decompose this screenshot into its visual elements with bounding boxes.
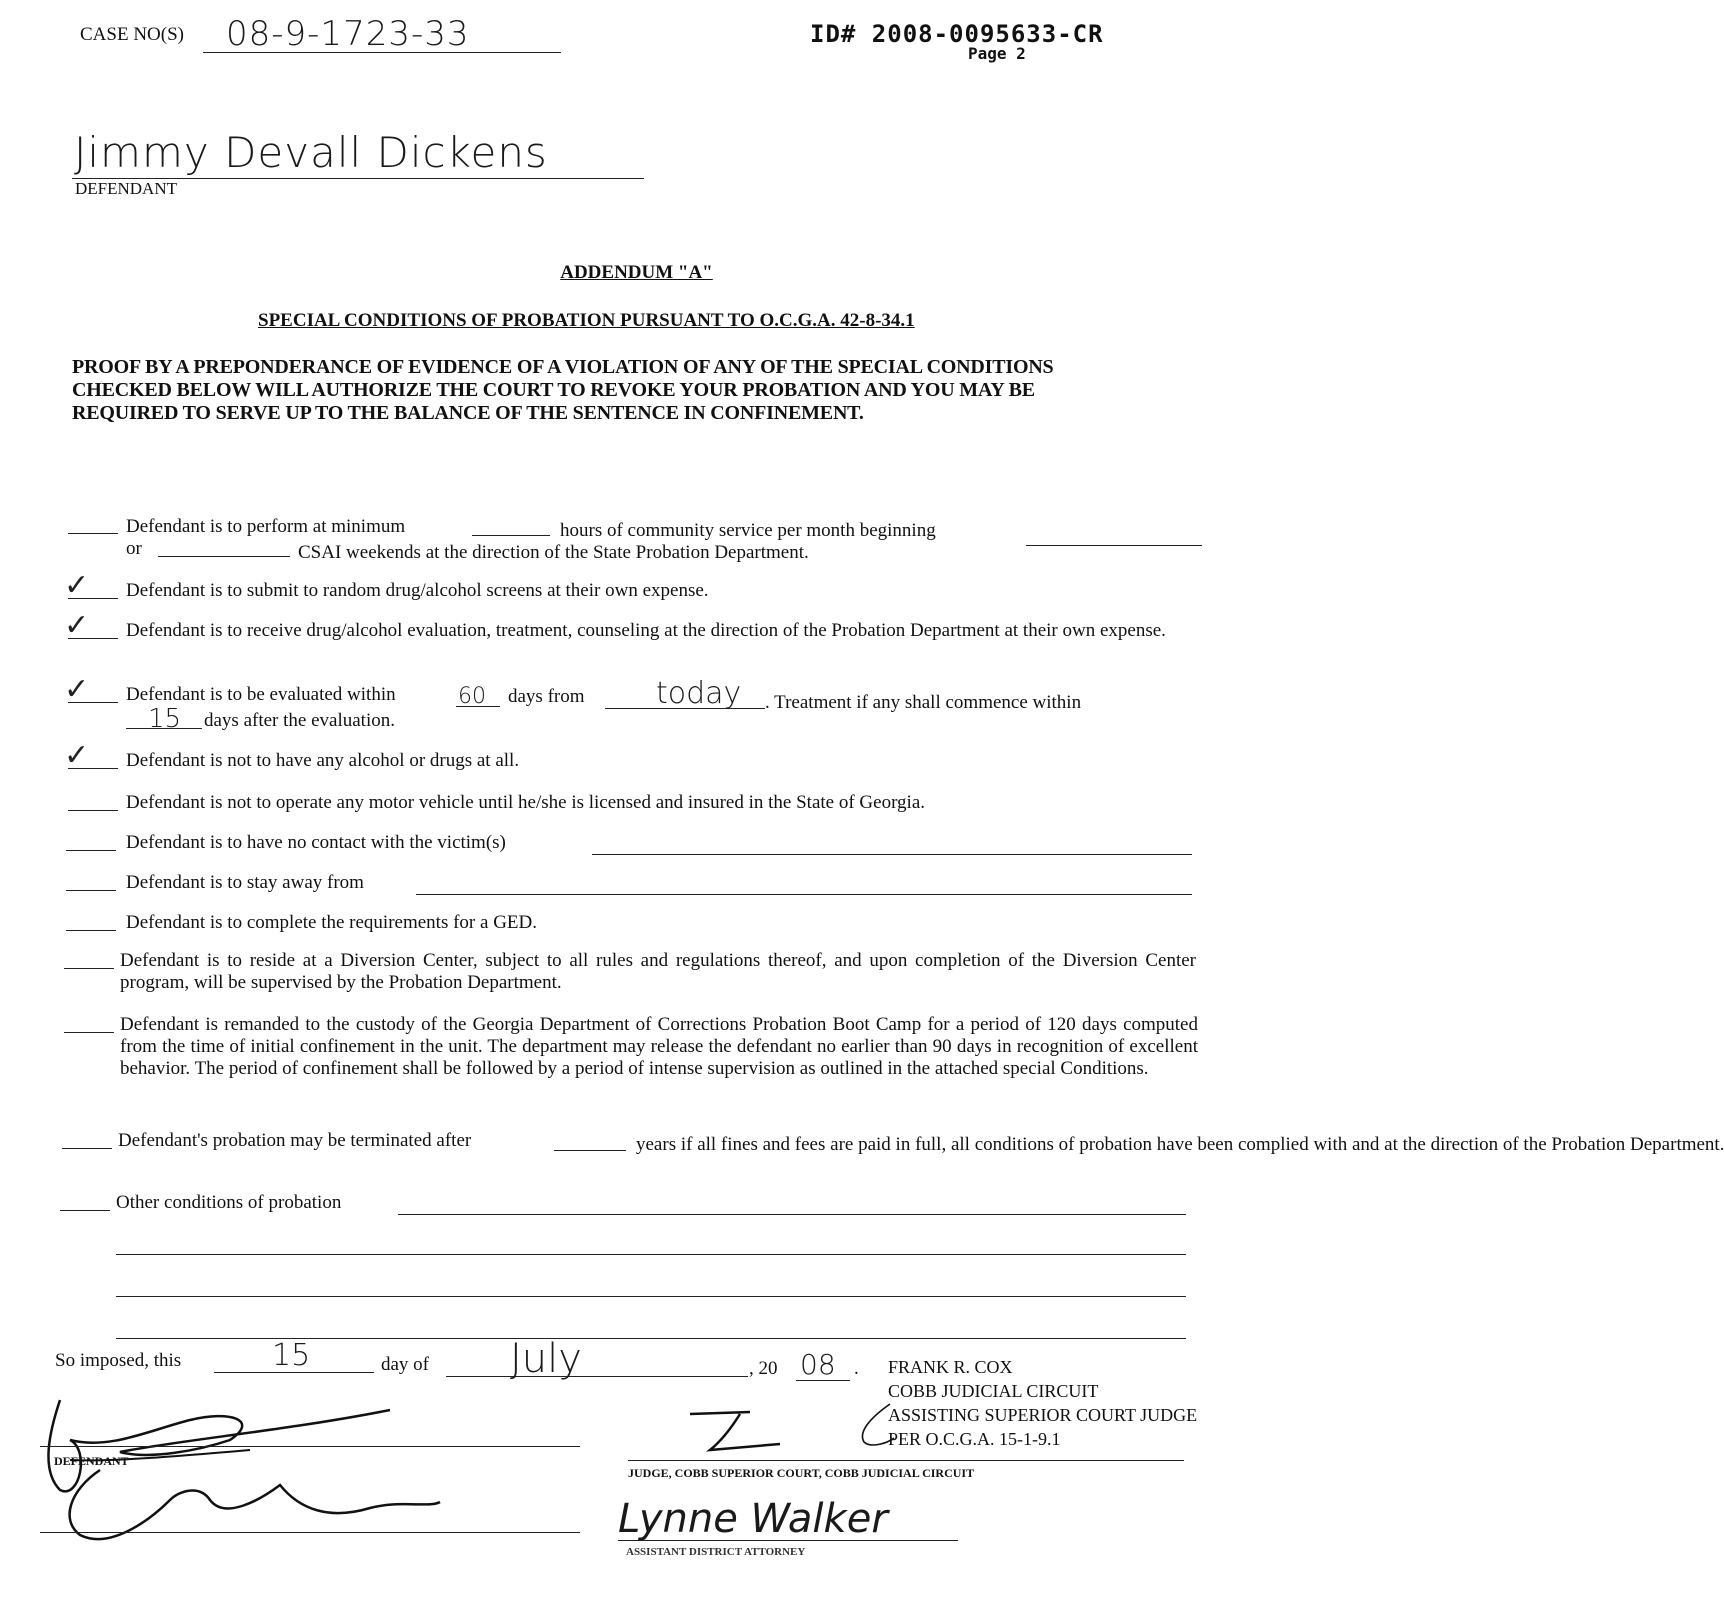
checkmark-icon: ✓ <box>64 738 90 773</box>
hours-blank[interactable] <box>472 535 550 536</box>
case-number-value: 08-9-1723-33 <box>226 14 470 54</box>
defendant-sig-label: DEFENDANT <box>54 1454 129 1468</box>
condition-text: hours of community service per month beginning <box>560 520 936 541</box>
judge-circuit: COBB JUDICIAL CIRCUIT <box>888 1381 1099 1401</box>
special-conditions-title: SPECIAL CONDITIONS OF PROBATION PURSUANT TO O.C.G.A. 42-8-34.1 <box>258 310 915 331</box>
victim-blank[interactable] <box>592 854 1192 855</box>
other-conditions-line-3[interactable] <box>116 1296 1186 1297</box>
from-value: today <box>656 676 742 711</box>
warning-paragraph: PROOF BY A PREPONDERANCE OF EVIDENCE OF A VIOLATION OF ANY OF THE SPECIAL CONDITIONS CHECKED BELOW WILL AUTHORIZE THE COURT TO REVOKE YOUR PROBATION AND YOU MAY BE REQUIRED TO SERVE UP TO THE BALANCE OF THE SENTENCE IN CONFINEMENT. <box>72 356 1054 424</box>
defendant-label: DEFENDANT <box>75 179 177 198</box>
condition-text: days after the evaluation. <box>204 710 395 731</box>
other-conditions-line-2[interactable] <box>116 1254 1186 1255</box>
condition-text: Defendant is to perform at minimum <box>126 516 406 537</box>
condition-text: Defendant is to stay away from <box>126 872 364 893</box>
attorney-sig-line-left <box>40 1532 580 1533</box>
case-number-label: CASE NO(S) <box>80 24 184 45</box>
checkmark-icon: ✓ <box>64 672 90 707</box>
days-value: 60 <box>458 684 486 709</box>
condition-text: Defendant is to be evaluated within <box>126 684 396 705</box>
condition-text: CSAI weekends at the direction of the State Probation Department. <box>298 542 809 563</box>
condition-check-blank[interactable] <box>66 850 116 851</box>
condition-check-blank[interactable] <box>66 890 116 891</box>
condition-check-blank[interactable] <box>62 1148 112 1149</box>
condition-text: Defendant is not to have any alcohol or drugs at all. <box>126 750 520 771</box>
judge-name: FRANK R. COX <box>888 1357 1013 1377</box>
imposed-label: So imposed, this <box>55 1350 182 1371</box>
condition-text: or <box>126 538 142 559</box>
defendant-signature <box>30 1390 550 1550</box>
years-blank[interactable] <box>554 1150 626 1151</box>
condition-text: Defendant is to submit to random drug/alcohol screens at their own expense. <box>126 580 709 601</box>
after-value: 15 <box>148 704 182 734</box>
judge-initial-mark <box>850 1398 910 1458</box>
checkmark-icon: ✓ <box>64 568 90 603</box>
judge-sig-line <box>628 1460 1184 1461</box>
judge-ocga: PER O.C.G.A. 15-1-9.1 <box>888 1429 1061 1449</box>
condition-check-blank[interactable] <box>64 968 114 969</box>
beginning-blank[interactable] <box>1026 545 1202 546</box>
condition-check-blank[interactable] <box>60 1210 110 1211</box>
imposed-year-suffix: 08 <box>800 1348 836 1381</box>
condition-text: . Treatment if any shall commence within <box>765 692 1082 713</box>
imposed-period: . <box>854 1358 859 1379</box>
condition-text: days from <box>508 686 585 707</box>
condition-text: years if all fines and fees are paid in full, all conditions of probation have been complied with and at the direction of the Probation Department. <box>636 1134 1724 1155</box>
condition-check-blank[interactable] <box>66 930 116 931</box>
checkmark-icon: ✓ <box>64 608 90 643</box>
condition-text: Defendant is to receive drug/alcohol evaluation, treatment, counseling at the direction of the Probation Department at their own expense. <box>126 620 1166 641</box>
condition-text: Defendant is to reside at a Diversion Center, subject to all rules and regulations thereof, and upon completion of the Diversion Center program, will be supervised by the Probation Department. <box>120 950 1196 993</box>
condition-check-blank[interactable] <box>68 810 118 811</box>
other-conditions-line-1[interactable] <box>398 1214 1186 1215</box>
page-number: Page 2 <box>968 44 1026 63</box>
attorney-sig-label: ASSISTANT DISTRICT ATTORNEY <box>626 1546 806 1558</box>
defendant-sig-line <box>40 1446 580 1447</box>
attorney-signature: Lynne Walker <box>618 1496 888 1542</box>
defendant-name: Jimmy Devall Dickens <box>74 128 548 177</box>
imposed-year-prefix: , 20 <box>749 1358 778 1379</box>
imposed-dayof-label: day of <box>381 1354 430 1375</box>
imposed-month: July <box>510 1336 582 1382</box>
id-number: ID# 2008-0095633-CR <box>810 20 1104 48</box>
condition-text: Defendant's probation may be terminated after <box>118 1130 472 1151</box>
condition-text: Defendant is to have no contact with the victim(s) <box>126 832 506 853</box>
condition-text: Other conditions of probation <box>116 1192 342 1213</box>
addendum-title: ADDENDUM "A" <box>560 262 713 283</box>
judge-sig-label: JUDGE, COBB SUPERIOR COURT, COBB JUDICIAL CIRCUIT <box>628 1466 975 1480</box>
imposed-month-line <box>446 1376 748 1377</box>
csai-weekends-blank[interactable] <box>158 556 290 557</box>
attorney-sig-line <box>618 1540 958 1541</box>
condition-check-blank[interactable] <box>64 1032 114 1033</box>
stay-away-blank[interactable] <box>416 894 1192 895</box>
imposed-day: 15 <box>272 1338 311 1373</box>
condition-check-blank[interactable] <box>68 533 118 534</box>
condition-text: Defendant is remanded to the custody of the Georgia Department of Corrections Probation Boot Camp for a period of 120 days computed from the time of initial confinement in the unit. The department may release the defendant no earlier than 90 days in recognition of excellent behavior. The period of confinement shall be followed by a period of intense supervision as outlined in the attached special Conditions. <box>120 1014 1198 1079</box>
condition-text: Defendant is not to operate any motor vehicle until he/she is licensed and insured in the State of Georgia. <box>126 792 926 813</box>
judge-assisting: ASSISTING SUPERIOR COURT JUDGE <box>888 1405 1198 1425</box>
condition-text: Defendant is to complete the requirements for a GED. <box>126 912 537 933</box>
